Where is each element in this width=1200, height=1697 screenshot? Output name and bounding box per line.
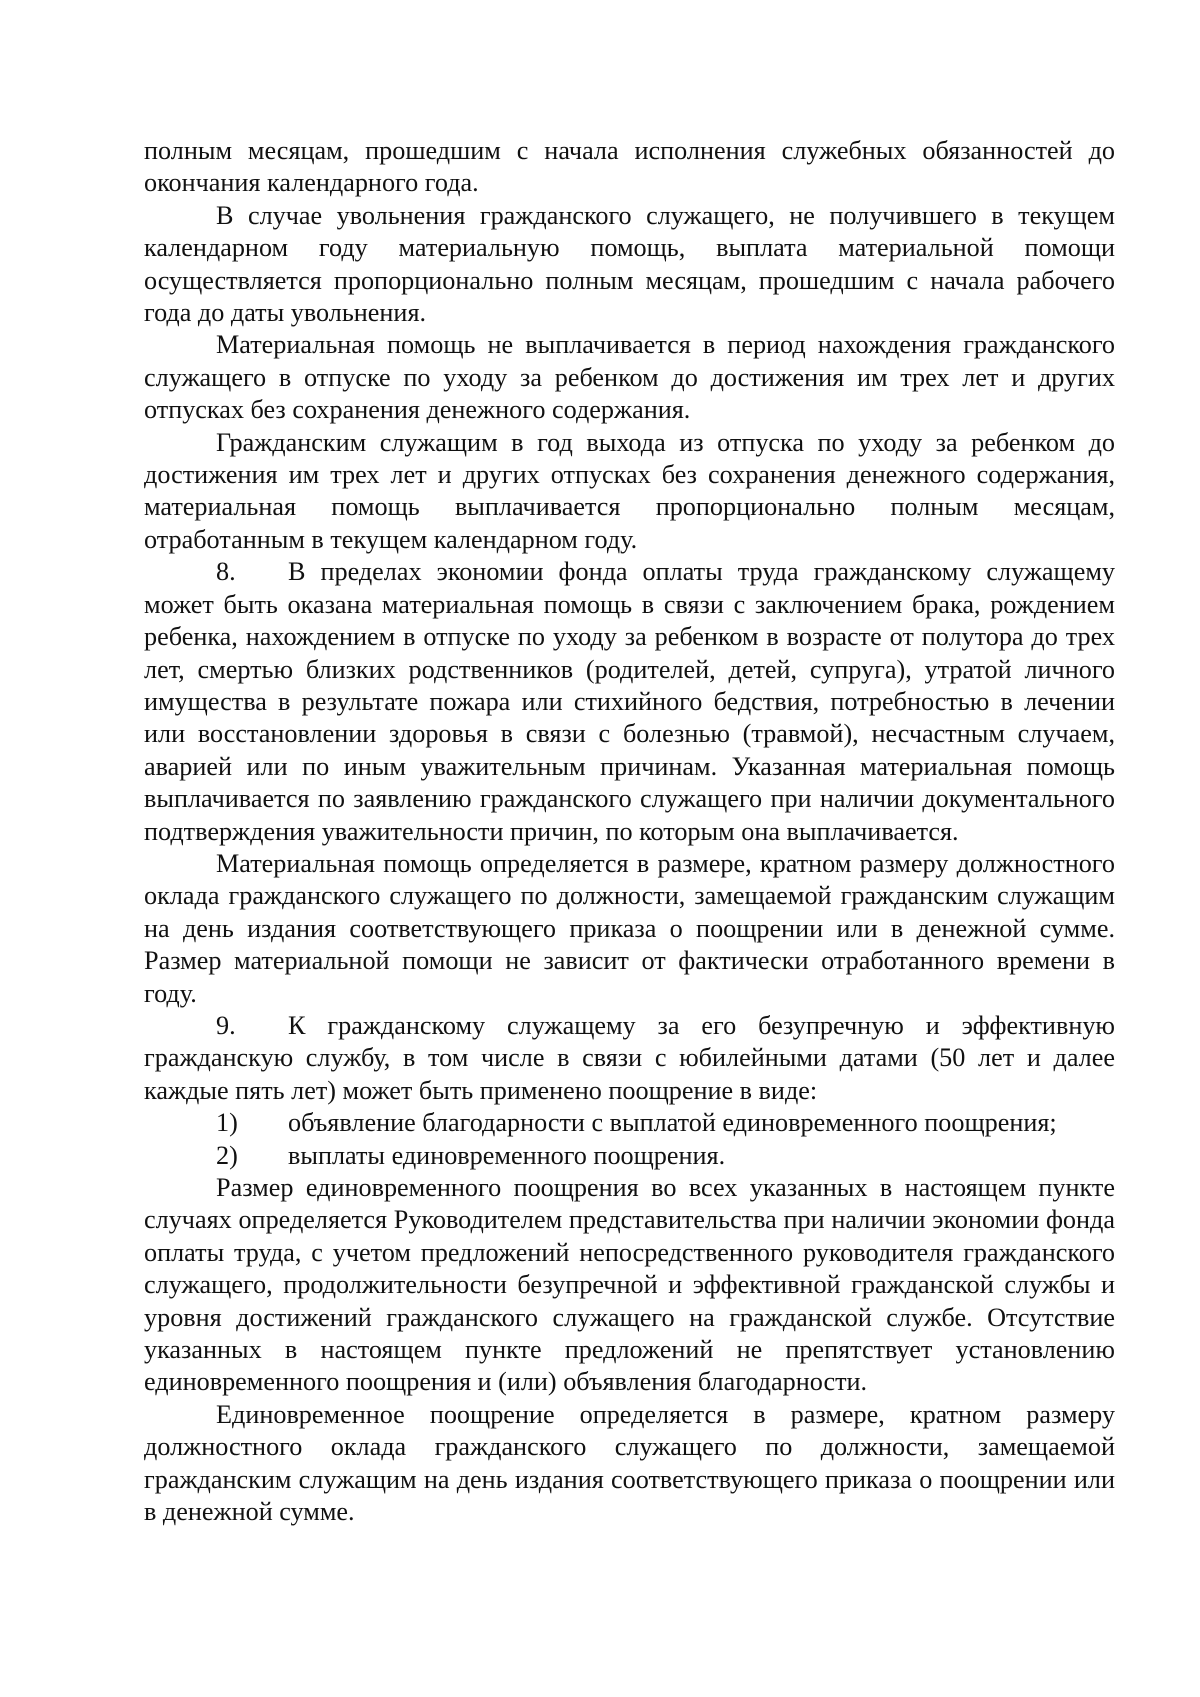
document-body [144,135,1115,1528]
paragraph-bonus-amount: Единовременное поощрение определяется в размере, кратном размеру должностного оклада гражданского служащего по должности, замещаемой гражданским служащим на день издания соответствующего приказа о поощрении или в денежной сумме. [144,1399,1115,1527]
clause-9-text: К гражданскому служащему за его безупречную и эффективную гражданскую службу, в том числе в связи с юбилейными датами (50 лет и далее каждые пять лет) может быть применено поощрение в виде: [144,1010,1115,1105]
clause-9 [144,1010,1115,1107]
clause-9-number: 9. [216,1010,236,1040]
subitem-1-number: 1) [216,1108,238,1138]
clause-8-text: В пределах экономии фонда оплаты труда гражданскому служащему может быть оказана материальная помощь в связи с заключением брака, рождением ребенка, нахождением в отпуске по уходу за ребенком в возрасте от полутора до трех лет, смертью близких родственников (родителей, детей, супруга), утратой личного имущества в результате пожара или стихийного бедствия, потребностью в лечении или восстановлении здоровья в связи с болезнью (травмой), несчастным случаем, аварией или по иным уважительным причинам. Указанная материальная помощь выплачивается по заявлению гражданского служащего при наличии документального подтверждения уважительности причин, по которым она выплачивается. [144,557,1115,846]
subitem-2 [144,1140,1115,1172]
paragraph-continuation: полным месяцам, прошедшим с начала исполнения служебных обязанностей до окончания календарного года. [144,136,1115,198]
clause-8 [144,556,1115,848]
paragraph-return-from-leave: Гражданским служащим в год выхода из отпуска по уходу за ребенком до достижения им трех лет и других отпусках без сохранения денежного содержания, материальная помощь выплачивается пропорционально полным месяцам, отработанным в текущем календарном году. [144,427,1115,554]
subitem-2-text: выплаты единовременного поощрения. [288,1140,726,1170]
subitem-1 [144,1107,1115,1139]
paragraph-aid-amount: Материальная помощь определяется в размере, кратном размеру должностного оклада гражданского служащего по должности, замещаемой гражданским служащим на день издания соответствующего приказа о поощрении или в денежной сумме. Размер материальной помощи не зависит от фактически отработанного времени в году. [144,848,1115,1008]
subitem-1-text: объявление благодарности с выплатой единовременного поощрения; [288,1108,1057,1138]
paragraph-bonus-size: Размер единовременного поощрения во всех указанных в настоящем пункте случаях определяется Руководителем представительства при наличии экономии фонда оплаты труда, с учетом предложений непосредственного руководителя гражданского служащего, продолжительности безупречной и эффективной гражданской службы и уровня достижений гражданского служащего на гражданской службе. Отсутствие указанных в настоящем пункте предложений не препятствует установлению единовременного поощрения и (или) объявления благодарности. [144,1173,1115,1397]
paragraph-not-paid: Материальная помощь не выплачивается в период нахождения гражданского служащего в отпуске по уходу за ребенком до достижения им трех лет и других отпусках без сохранения денежного содержания. [144,330,1115,425]
paragraph-dismissal: В случае увольнения гражданского служащего, не получившего в текущем календарном году материальную помощь, выплата материальной помощи осуществляется пропорционально полным месяцам, прошедшим с начала рабочего года до даты увольнения. [144,200,1115,328]
subitem-2-number: 2) [216,1140,238,1170]
clause-8-number: 8. [216,557,236,587]
